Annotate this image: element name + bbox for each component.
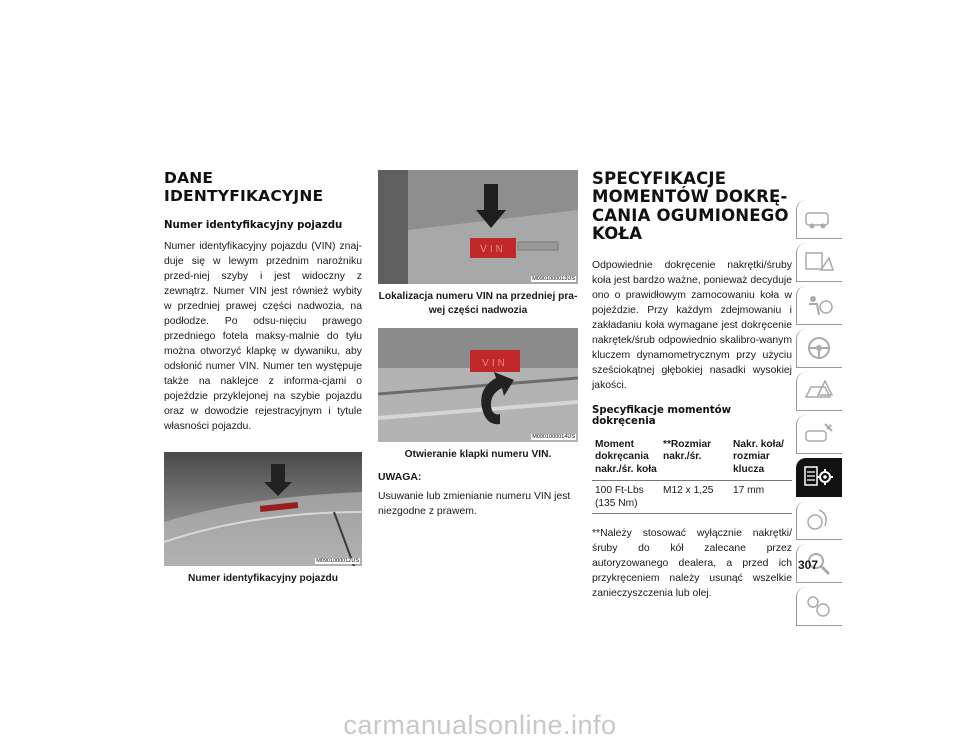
subheading-vin: Numer identyfikacyjny pojazdu [164, 219, 343, 231]
table-cell-size: M12 x 1,25 [660, 481, 730, 514]
specifications-gear-icon [803, 463, 835, 491]
section-heading-torque: SPECYFIKACJE MOMENTÓW DOKRĘ-CANIA OGUMIONEGO KOŁA [592, 169, 789, 244]
paragraph-torque: Odpowiednie dokręcenie nakrętki/śruby koła jest bardzo ważne, ponieważ decyduje ono o prawidłowym zamocowaniu koła w pojeździe. Przy każdym zdejmowaniu i zakładaniu koła wymagane jest dokręcenie nakrętek/śrub odpowiednio skalibro-wanym kluczem dynamometrycznym przy użyciu sześciokątnej głębokiej nasadki wysokiej jakości. [592, 259, 792, 391]
image-code: M0901000013US [532, 276, 575, 282]
vin-body-illustration [378, 170, 578, 284]
tab-languages[interactable] [796, 587, 842, 626]
tab-service[interactable] [796, 415, 842, 454]
car-info-icon [803, 205, 835, 233]
table-cell-wrench: 17 mm [730, 481, 792, 514]
photo-vin-flap-open [378, 328, 578, 442]
windshield-illustration [164, 452, 362, 566]
tab-multimedia[interactable] [796, 501, 842, 540]
tab-specifications[interactable] [796, 458, 842, 497]
vin-label-1: VIN [480, 244, 506, 255]
service-car-icon [803, 420, 835, 448]
table-header-row [592, 437, 792, 481]
note-label: UWAGA: [378, 472, 422, 483]
table-row [592, 481, 792, 514]
steering-wheel-icon [803, 334, 835, 362]
table-cell-torque: 100 Ft-Lbs (135 Nm) [592, 481, 660, 514]
watermark: carmanualsonline.info [343, 710, 617, 740]
emergency-car-icon [803, 377, 835, 405]
subheading-torque-specs: Specyfikacje momentów dokręcenia [592, 404, 732, 427]
tab-dashboard[interactable] [796, 243, 842, 282]
dashboard-warning-icon [803, 248, 835, 276]
photo-vin-body-location [378, 170, 578, 284]
torque-spec-table [592, 437, 792, 515]
tab-driving[interactable] [796, 329, 842, 368]
photo-windshield-vin [164, 452, 362, 566]
image-code: M0901000014US [532, 434, 575, 440]
caption-vin-photo: Numer identyfikacyjny pojazdu [187, 572, 339, 584]
table-header-wrench: Nakr. koła/ rozmiar klucza [730, 437, 792, 481]
caption-vin-location: Lokalizacja numeru VIN na przedniej pra-wej części nadwozia [378, 291, 578, 316]
section-heading-identification: DANE IDENTYFIKACYJNE [164, 169, 324, 205]
column-vin-location [378, 170, 578, 531]
column-identification [164, 170, 362, 596]
image-code: M0901000012US [316, 557, 359, 564]
caption-vin-flap: Otwieranie klapki numeru VIN. [404, 449, 552, 460]
multimedia-icon [803, 506, 835, 534]
tab-emergency[interactable] [796, 372, 842, 411]
note-text: Usuwanie lub zmienianie numeru VIN jest niezgodne z prawem. [378, 491, 571, 517]
footnote: **Należy stosować wyłącznie nakrętki/śruby do kół zalecane przez autoryzowanego dealera, a przed ich przykręceniem należy usunąć wszelkie zanieczyszczenia lub olej. [592, 528, 792, 600]
column-torque-specs [592, 170, 792, 613]
tab-safety[interactable] [796, 286, 842, 325]
airbag-safety-icon [803, 291, 835, 319]
languages-icon [803, 592, 835, 620]
tab-car-info[interactable] [796, 200, 842, 239]
vin-flap-illustration [378, 328, 578, 442]
paragraph-vin: Numer identyfikacyjny pojazdu (VIN) znaj-duje się w lewym przednim narożniku przed-niej szyby i jest widoczny z zewnątrz. Numer VIN jest również wybity w przedniej prawej części nadwozia, na podłodze. Po odsu-nięciu prawego przedniego fotela maksy-malnie do tyłu można otworzyć klapkę w dywaniku, aby odsłonić numer VIN. Numer ten występuje także na naklejce z informa-cjami o pojeździe przyklejonej na szybie pojazdu oraz w dowodzie rejestracyjnym i tytule własności pojazdu. [164, 240, 362, 432]
table-header-torque: Moment dokręcania nakr./śr. koła [592, 437, 660, 481]
vin-label-2: VIN [482, 358, 508, 369]
table-header-size: **Rozmiar nakr./śr. [660, 437, 730, 481]
page-number: 307 [798, 558, 819, 572]
